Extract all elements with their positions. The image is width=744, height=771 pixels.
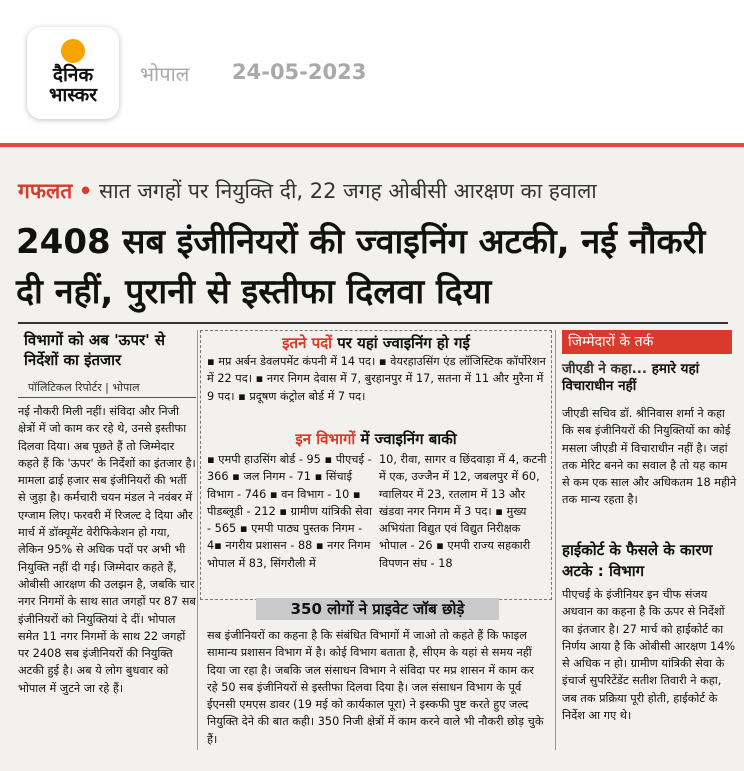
newspaper-clipping [0, 143, 744, 771]
box-title-joined-highlight: इतने पदों [282, 334, 333, 352]
box-title-joined-rest: पर यहां ज्वाइनिंग हो गई [332, 334, 470, 352]
joined-posts-text: ▪ मप्र अर्बन डेवलपमेंट कंपनी में 14 पद। ▪ वेयरहाउसिंग एंड लॉजिस्टिक कॉर्पोरेशन में 22 पद। ▪ नगर निगम देवास में 7, बुरहानपुर में 17, सतना में 11 और मुरैना में 9 पद। ▪ प्रदूषण कंट्रोल बोर्ड में 7 पद। [207, 355, 546, 403]
info-box [200, 330, 552, 600]
gad-subhead-lead: जीएडी ने कहा... [562, 361, 648, 377]
gad-subhead-rest: हमारे यहां विचाराधीन नहीं [562, 361, 700, 394]
kicker-label: गफलत [18, 179, 73, 203]
box-title-pending-highlight: इन विभागों [295, 430, 356, 448]
kicker-text: सात जगहों पर नियुक्ति दी, 22 जगह ओबीसी आरक्षण का हवाला [99, 179, 597, 203]
gad-body: जीएडी सचिव डॉ. श्रीनिवास शर्मा ने कहा कि सब इंजीनियरों की नियुक्तियों का कोई मसला जीएडी में विचाराधीन नहीं है। जहां तक मेरिट बनने का सवाल है तो यह काम से कम एक साल और अधिकतम 18 महीने तक मान्य रहता है। [562, 407, 737, 507]
private-jobs-body: सब इंजीनियरों का कहना है कि संबंधित विभागों में जाओ तो कहते हैं कि फाइल सामान्य प्रशासन विभाग में है। कोई विभाग बताता है, सीएम के यहां से समय नहीं दिया जा रहा है। जबकि जल संसाधन विभाग ने संविदा पर मप्र शासन में काम कर रहे 50 सब इंजीनियरों से इस्तीफा दिलवा दिया है। जल संसाधन विभाग के पूर्व ईएनसी एमएस डावर (19 मई को कार्यकाल पूरा) ने इस्कफी पुष्ट करते हुए जल्द नियुक्ति देने की बात कही। 350 निजी क्षेत्रों में काम करने वाले भी नौकरी छोड़ चुके हैं। [207, 629, 544, 746]
highcourt-body: पीएचई के इंजीनियर इन चीफ संजय अधवान का कहना है कि ऊपर से निर्देशों का इंतजार है। 27 मार्च को हाईकोर्ट का निर्णय आया है कि ओबीसी आरक्षण 14% से अधिक न हो। ग्रामीण यांत्रिकी सेवा के इंचार्ज सुपरिटेंडेंट सतीश तिवारी ने कहा, जब तक प्रक्रिया पूरी होती, हाईकोर्ट के निर्देश आ गए थे। [562, 588, 736, 723]
edition-city: भोपाल [140, 62, 190, 86]
box-title-joined [201, 333, 551, 353]
kicker-line [18, 177, 597, 205]
dainik-bhaskar-logo[interactable] [27, 27, 119, 119]
private-jobs-heading: 350 लोगों ने प्राइवेट जॉब छोड़े [256, 598, 499, 620]
left-body: नई नौकरी मिली नहीं। संविदा और निजी क्षेत्रों में जो काम कर रहे थे, उनसे इस्तीफा दिलवा दिया। अब पूछते हैं तो जिम्मेदार कहते हैं कि 'ऊपर' के निर्देशों का इंतजार है। मामला ढाई हजार सब इंजीनियरों की भर्ती से जुड़ा है। कर्मचारी चयन मंडल ने नवंबर में एग्जाम लिए। फरवरी में रिजल्ट दे दिया और मार्च में डॉक्यूमेंट वेरीफिकेशन हो गया, लेकिन 95% से अधिक पदों पर अभी भी नियुक्ति नहीं दी गई। जिम्मेदार कहते हैं, ओबीसी आरक्षण की उलझन है, जबकि चार नगर निगमों के साथ सात जगहों पर 87 सब इंजीनियरों को नियुक्तियां दे दीं। भोपाल समेत 11 नगर निगमों के साथ 22 जगहों पर 2408 सब इंजीनियरों की नियुक्ति अटकी हुई है। अब ये लोग बुधवार को भोपाल में जुटने जा रहे हैं। [18, 405, 196, 695]
box-title-pending [201, 429, 551, 449]
byline: पॉलिटिकल रिपोर्टर | भोपाल [28, 381, 140, 394]
left-subhead: विभागों को अब 'ऊपर' से निर्देशों का इंतजार [24, 331, 166, 369]
edition-date: 24-05-2023 [232, 60, 367, 84]
pending-list-left: ▪ एमपी हाउसिंग बोर्ड - 95 ▪ पीएचई - 366 ▪ जल निगम - 71 ▪ सिंचाई विभाग - 746 ▪ वन विभाग - 10 ▪ पीडब्लूडी - 212 ▪ ग्रामीण यांत्रिकी सेवा - 565 ▪ एमपी पाठ्य पुस्तक निगम - 4▪ नगरीय प्रशासन - 88 ▪ नगर निगम भोपाल में 83, सिंगरौली में [207, 453, 373, 570]
byline-divider [18, 397, 196, 398]
headline: 2408 सब इंजीनियरों की ज्वाइनिंग अटकी, नई नौकरी दी नहीं, पुरानी से इस्तीफा दिलवा दिया [16, 222, 706, 312]
kicker-bullet: • [78, 179, 93, 203]
highcourt-subhead: हाईकोर्ट के फैसले के कारण अटके : विभाग [562, 541, 713, 580]
responsible-arguments-title: जिम्मेदारों के तर्क [562, 330, 732, 354]
app-header [0, 0, 744, 140]
column-divider-right [555, 330, 556, 750]
logo-line-2: भास्कर [48, 84, 98, 106]
sun-logo-icon [61, 39, 85, 63]
headline-rule [18, 322, 728, 324]
gad-subhead [562, 361, 737, 395]
pending-list-right: 10, रीवा, सागर व छिंदवाड़ा में 4, कटनी में एक, उज्जैन में 12, जबलपुर में 60, ग्वालियर में 23, रतलाम में 13 और खंडवा नगर निगम में 3 पद। ▪ मुख्य अभियंता विद्युत एवं विद्युत निरीक्षक भोपाल - 26 ▪ एमपी राज्य सहकारी विपणन संघ - 18 [379, 453, 547, 570]
box-title-pending-rest: में ज्वाइनिंग बाकी [355, 430, 457, 448]
logo-line-1: दैनिक [52, 64, 94, 86]
column-divider-left [197, 330, 198, 750]
